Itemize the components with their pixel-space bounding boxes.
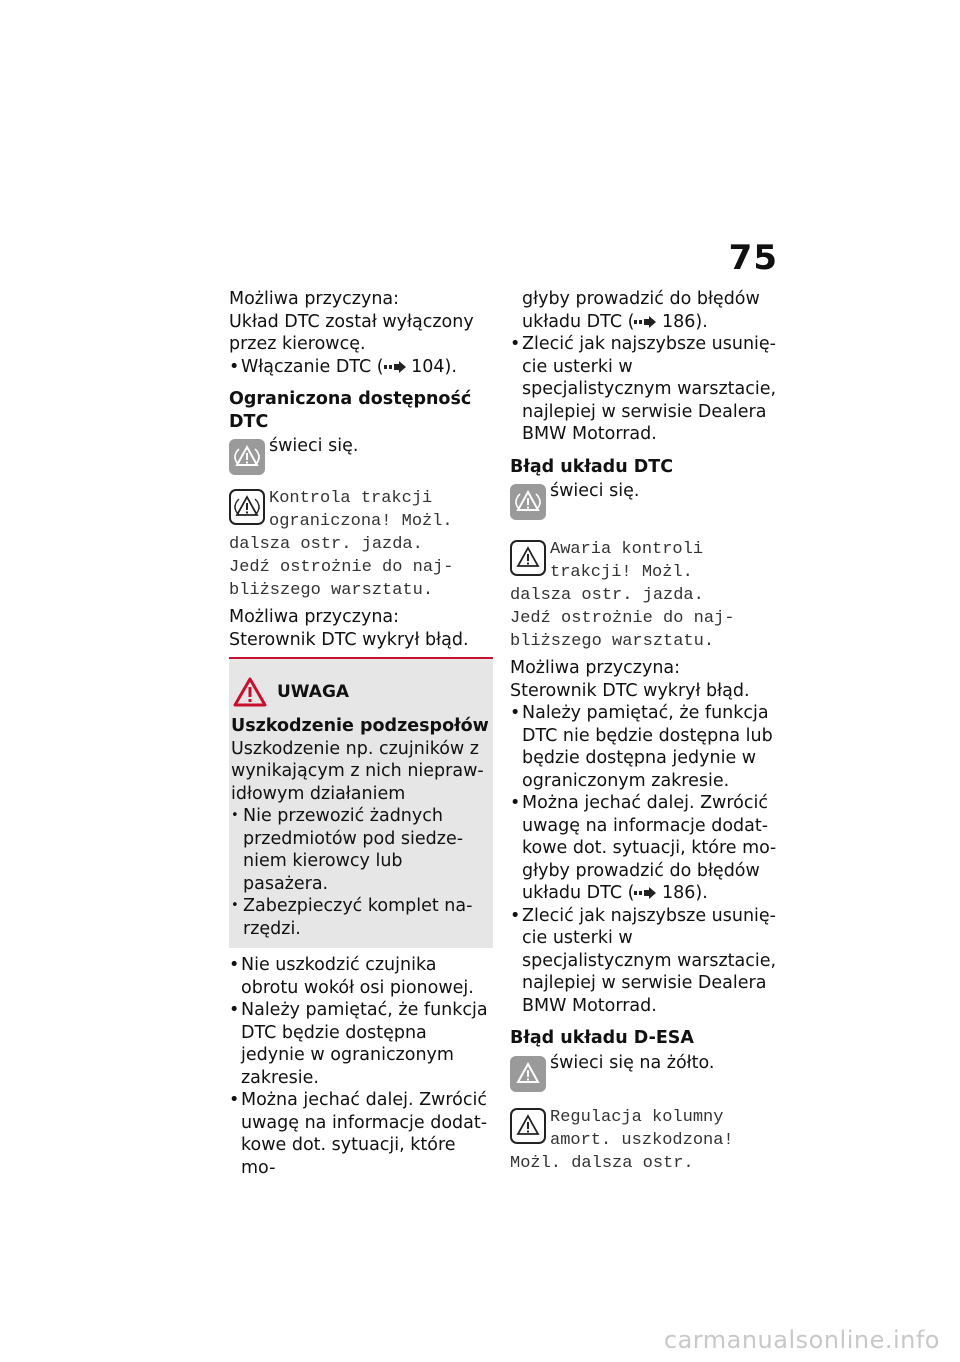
warning-subtitle: Uszkodzenie podzespołów [231,716,489,736]
right-column [510,288,780,1175]
warning-box [229,657,493,948]
display-line: dalsza ostr. jazda. [510,586,704,605]
page-reference-arrow-icon [634,887,656,899]
warning-bullet-list [231,805,491,940]
indicator-text: świeci się. [269,436,359,456]
display-warning-icon [510,540,546,576]
list-item: • Nie uszkodzić czujnika obrotu wokół osi pionowej. [229,954,493,999]
bullet-list [229,356,493,379]
section-heading: Błąd układu D-ESA [510,1028,694,1048]
paragraph: Możliwa przyczyna: [229,289,400,309]
paragraph: Możliwa przyczyna: [229,607,400,627]
paragraph: Sterownik DTC wykrył błąd. [510,680,750,701]
bullet-list [510,333,780,446]
indicator-light-block [229,435,493,479]
warning-triangle-icon [233,677,267,707]
bullet-list [510,288,780,333]
display-message [510,538,780,653]
list-item: • Włączanie DTC ( 104). [229,356,493,379]
list-item: • Zabezpieczyć komplet narzędzi. [231,895,491,940]
warning-light-icon [229,439,265,475]
display-line: Jedź ostrożnie do naj- [229,558,454,577]
list-item: • Należy pamiętać, że funkcja DTC będzie dostępna jedynie w ograniczonym zakresie. [229,999,493,1089]
display-line: bliższego warsztatu. [229,581,434,600]
list-item: głyby prowadzić do błędów układu DTC ( 186). [522,289,760,332]
bullet-list [510,702,780,1017]
display-warning-icon [510,1108,546,1144]
display-line: amort. uszkodzona! [550,1130,734,1150]
page-number: 75 [728,238,778,278]
section-heading: Błąd układu DTC [510,456,674,477]
display-line: bliższego warsztatu. [510,632,715,651]
list-item: • Nie przewozić żadnych przedmiotów pod siedzeniem kierowcy lub pasażera. [231,805,491,895]
page-reference-arrow-icon [384,361,406,373]
list-item: • Można jechać dalej. Zwrócić uwagę na informacje dodatkowe dot. sytuacji, które mo- [229,1089,493,1179]
display-line: Awaria kontroli [550,540,704,559]
section-heading: Ograniczona dostępność DTC [229,389,472,432]
indicator-text: świeci się. [550,481,640,501]
indicator-light-block [510,1052,780,1096]
warning-label: UWAGA [277,682,350,702]
display-line: Regulacja kolumny [550,1107,724,1127]
display-line: trakcji! Możl. [550,563,693,582]
list-item: • Zlecić jak najszybsze usunięcie usterki w specjalistycznym warsztacie, najlepiej w serwisie Dealera BMW Motorrad. [510,905,780,1018]
paragraph: Układ DTC został wyłączony przez kierowcę. [229,311,474,354]
display-line: Możl. dalsza ostr. [510,1153,694,1173]
display-line: dalsza ostr. jazda. [229,535,423,554]
paragraph: Sterownik DTC wykrył błąd. [229,629,469,650]
left-column [229,288,493,1179]
paragraph: Możliwa przyczyna: [510,658,681,678]
warning-title [231,677,491,707]
display-line: ograniczona! Możl. [269,512,453,531]
watermark: carmanualsonline.info [663,1326,940,1354]
display-message [510,1106,780,1175]
display-message [229,487,493,602]
list-item: • Należy pamiętać, że funkcja DTC nie będzie dostępna lub będzie dostępna jedynie w ograniczonym zakresie. [510,702,780,792]
warning-light-icon [510,1056,546,1092]
list-item: • Można jechać dalej. Zwrócić uwagę na informacje dodatkowe dot. sytuacji, które mogłyby prowadzić do błędów układu DTC ( 186). [510,792,780,905]
bullet-list [229,954,493,1179]
indicator-light-block [510,480,780,524]
warning-text: Uszkodzenie np. czujników z wynikającym z nich nieprawidłowym działaniem [231,738,484,804]
display-line: Kontrola trakcji [269,489,433,508]
list-item: • Zlecić jak najszybsze usunięcie usterki w specjalistycznym warsztacie, najlepiej w serwisie Dealera BMW Motorrad. [510,333,780,446]
display-warning-icon [229,489,265,525]
indicator-text: świeci się na żółto. [550,1052,715,1073]
display-line: Jedź ostrożnie do naj- [510,609,735,628]
page-reference-arrow-icon [634,316,656,328]
warning-light-icon [510,484,546,520]
